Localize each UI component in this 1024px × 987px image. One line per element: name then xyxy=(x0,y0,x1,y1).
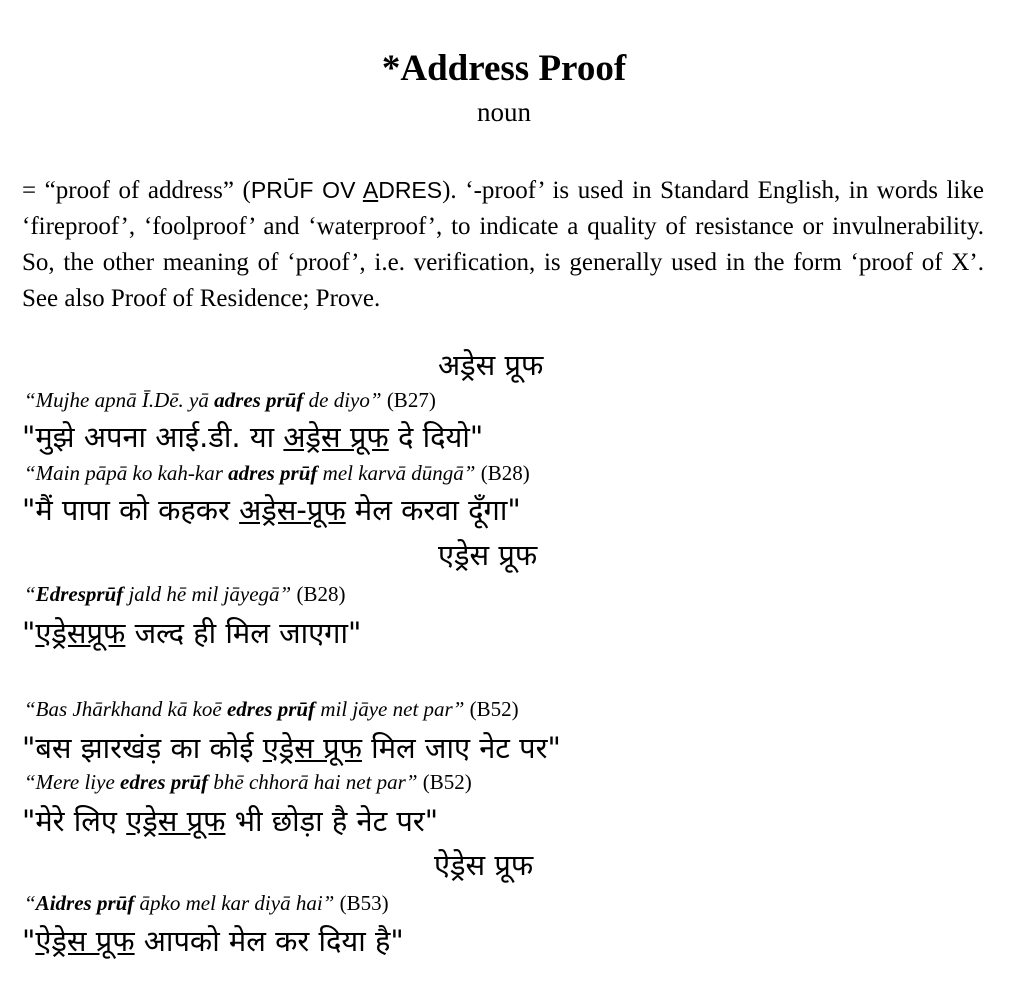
example-transliteration xyxy=(24,459,530,487)
hindi-text: " xyxy=(22,616,36,650)
hindi-text: जल्द ही मिल जाएगा" xyxy=(125,616,362,650)
hindi-keyword: एड्रेस प्रूफ xyxy=(262,731,362,765)
example-transliteration xyxy=(24,889,389,917)
translit-keyword: edres prūf xyxy=(226,697,316,721)
translit-text: de diyo” xyxy=(303,388,382,412)
source-reference: (B52) xyxy=(417,770,472,794)
source-reference: (B52) xyxy=(464,697,519,721)
hindi-keyword: एड्रेस प्रूफ xyxy=(126,804,226,838)
source-reference: (B53) xyxy=(334,891,389,915)
example-transliteration xyxy=(24,768,472,796)
translit-text: mil jāye net par” xyxy=(315,697,465,721)
part-of-speech: noun xyxy=(477,97,531,127)
hindi-text: दे दियो" xyxy=(388,420,484,454)
hindi-text: "मेरे लिए xyxy=(22,804,127,838)
hindi-text: "मैं पापा को कहकर xyxy=(22,493,240,527)
source-reference: (B28) xyxy=(475,461,530,485)
pronunciation-stress: A xyxy=(362,177,379,203)
hindi-text: "बस झारखंड़ का कोई xyxy=(22,731,263,765)
example-hindi xyxy=(22,416,483,458)
pronunciation xyxy=(251,177,442,203)
hindi-text: मेल करवा दूँगा" xyxy=(345,493,521,527)
source-reference: (B27) xyxy=(381,388,436,412)
hindi-text: " xyxy=(22,924,36,958)
translit-keyword: adres prūf xyxy=(228,461,318,485)
definition-prefix: = “proof of address” ( xyxy=(22,177,251,204)
example-hindi xyxy=(22,612,361,654)
example-hindi xyxy=(22,800,438,842)
variant-form: एड्रेस प्रूफ xyxy=(438,538,538,572)
translit-text: “Main pāpā ko kah-kar xyxy=(24,461,229,485)
hindi-text: भी छोड़ा है नेट पर" xyxy=(225,804,439,838)
hindi-text: आपको मेल कर दिया है" xyxy=(134,924,404,958)
definition-body: ). ‘-proof’ is used in Standard English, in words like ‘fireproof’, ‘foolproof’ and ‘waterproof’, to indicate a quality of resistance or invulnerability. So, the other meaning of ‘proof’, i.e. verification, is generally used in the form ‘proof of X’. See also Proof of Residence; Prove. xyxy=(22,177,984,312)
translit-text: mel karvā dūngā” xyxy=(317,461,476,485)
translit-text: “ xyxy=(24,582,36,606)
variant-form: अड्रेस प्रूफ xyxy=(438,348,544,382)
hindi-text: "मुझे अपना आई.डी. या xyxy=(22,420,284,454)
translit-text: bhē chhorā hai net par” xyxy=(208,770,418,794)
pronunciation-part: PRŪF OV xyxy=(250,177,363,203)
hindi-keyword: ऐड्रेस प्रूफ xyxy=(35,924,135,958)
source-reference: (B28) xyxy=(291,582,346,606)
translit-keyword: edres prūf xyxy=(120,770,209,794)
example-hindi xyxy=(22,727,561,769)
headword: *Address Proof xyxy=(381,48,627,89)
hindi-keyword: अड्रेस प्रूफ xyxy=(283,420,389,454)
hindi-keyword: अड्रेस-प्रूफ xyxy=(239,493,346,527)
translit-text: “Mujhe apnā Ī.Dē. yā xyxy=(24,388,215,412)
example-hindi xyxy=(22,920,404,962)
pronunciation-part: DRES xyxy=(378,177,443,203)
translit-keyword: adres prūf xyxy=(214,388,304,412)
translit-text: āpko mel kar diyā hai” xyxy=(134,891,335,915)
translit-text: “ xyxy=(24,891,36,915)
translit-text: “Mere liye xyxy=(24,770,121,794)
variant-form: ऐड्रेस प्रूफ xyxy=(434,848,534,882)
definition xyxy=(22,172,984,317)
hindi-keyword: एड्रेसप्रूफ xyxy=(35,616,126,650)
example-hindi xyxy=(22,489,521,531)
translit-text: jald hē mil jāyegā” xyxy=(123,582,292,606)
translit-keyword: Edresprūf xyxy=(35,582,124,606)
example-transliteration xyxy=(24,386,436,414)
hindi-text: मिल जाए नेट पर" xyxy=(361,731,561,765)
translit-keyword: Aidres prūf xyxy=(35,891,135,915)
translit-text: “Bas Jhārkhand kā koē xyxy=(24,697,227,721)
example-transliteration xyxy=(24,695,519,723)
example-transliteration xyxy=(24,580,345,608)
